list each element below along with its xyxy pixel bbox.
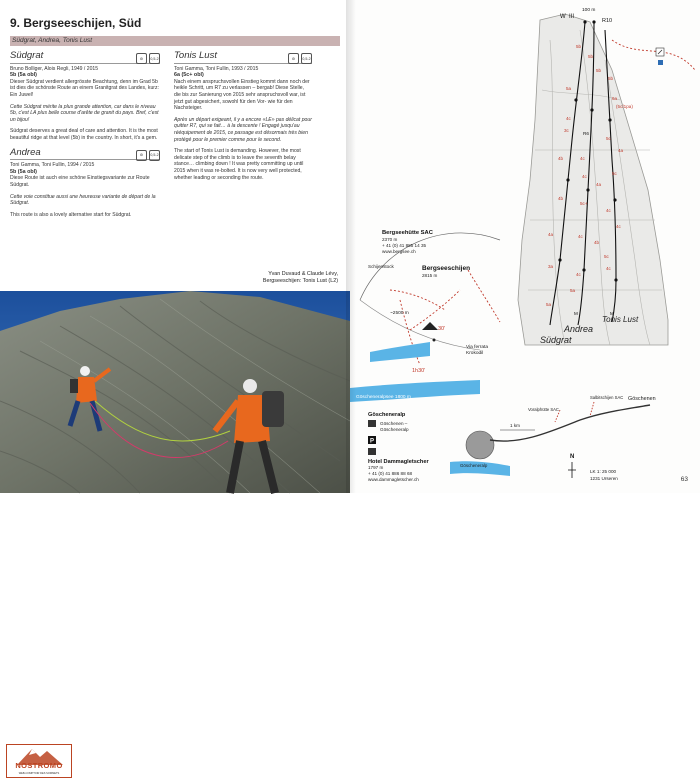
pitch-label: 3c <box>564 128 569 133</box>
column-left <box>10 50 160 223</box>
pitch-label: 5b <box>588 54 594 59</box>
alp-title: Göscheneralp <box>368 412 406 418</box>
pitch-label: 5b <box>596 68 602 73</box>
hut-phone: + 41 (0) 41 885 14 35 <box>382 243 427 248</box>
route-authors: Toni Gamma, Toni Fullin, 1993 / 2015 <box>174 65 259 72</box>
pitch-label: 6a <box>612 96 618 101</box>
route-header-andrea <box>10 146 160 161</box>
route-grade: 5b (5a obl) <box>10 72 37 79</box>
page-number: 63 <box>680 476 688 483</box>
route-name: Tonis Lust <box>174 50 217 61</box>
rack-icon: ⚙ <box>136 53 147 64</box>
pitch-label: 5a <box>570 288 576 293</box>
route-name: Südgrat <box>10 50 44 61</box>
pitch-label: 4b <box>558 196 564 201</box>
desc-de: Dieser Südgrat verdient allergrösste Beachtung, denn im Grad 5b ist dies die schönste Route an einem Granitgrat des Landes, kurz: Ein Juwel! <box>10 78 159 98</box>
bus-line-2: Göscheneralp <box>380 427 409 432</box>
pitch-label: 3a <box>548 264 554 269</box>
pitch-label: 5b <box>576 44 582 49</box>
parking-letter: P <box>370 438 375 445</box>
pitch-label: 4c <box>578 234 583 239</box>
pitch-label: 4c <box>582 174 587 179</box>
peak-name: Bergseeschijen <box>422 265 471 272</box>
cam-size-badge: 0,5-2 <box>301 53 312 64</box>
scale-1km: 1 km <box>510 423 520 428</box>
hut-altitude: 2370 m <box>382 237 398 242</box>
hut-web: www.bergsee.ch <box>382 249 416 254</box>
map-scale: LK 1: 25 000 <box>590 469 617 474</box>
badge-group <box>136 53 160 64</box>
salbitschijen-hut-label: Salbitschijen SAC <box>590 395 624 400</box>
pitch-label: 5c+ <box>580 201 588 206</box>
route-label-sudgrat: Südgrat <box>540 335 572 345</box>
hut-name: Bergseehütte SAC <box>382 230 433 236</box>
pitch-label: 4c <box>616 224 621 229</box>
pitch-label: 4a <box>548 232 554 237</box>
pitch-label: 5c <box>606 136 611 141</box>
label-r10: R10 <box>602 18 613 24</box>
bus-icon <box>368 420 376 427</box>
time-1h30: 1h30' <box>412 368 426 374</box>
credit-line: Bergseeschijen: Tonis Lust (L2) <box>262 278 338 284</box>
cam-size-badge: 0,5-2 <box>149 150 160 161</box>
time-30: 30' <box>438 326 446 332</box>
pitch-label: 4b <box>594 240 600 245</box>
pitch-label: 4c <box>606 208 611 213</box>
route-grade: 5b (5a obl) <box>10 168 37 175</box>
label-w: W <box>560 14 566 20</box>
logo-wordmark: NOSTROMO <box>15 761 63 770</box>
badge-group <box>136 150 160 161</box>
label-iii: III <box>569 14 575 20</box>
goschenen-label: Göschenen <box>628 396 656 402</box>
hotel-name: Hotel Dammagletscher <box>368 459 429 465</box>
pitch-label: 4a <box>618 148 624 153</box>
route-header-tonis <box>174 50 312 64</box>
pitch-label: 4b <box>558 156 564 161</box>
compass-icon <box>568 462 576 478</box>
topo-and-map <box>350 0 700 493</box>
schijenstock-label: Schijenstock <box>368 264 394 269</box>
route-authors: Bruno Bolliger, Alois Regli, 1949 / 2015 <box>10 65 99 72</box>
badge-group <box>288 53 312 64</box>
pitch-label: 5a <box>566 86 572 91</box>
desc-en: This route is also a lovely alternative start for Südgrat. <box>10 211 132 218</box>
pitch-label: 5b <box>608 76 614 81</box>
cam-size-badge: 0,5-2 <box>149 53 160 64</box>
desc-de: Nach einem anspruchsvollen Einstieg kommt dann noch der heikle Schritt, um R7 zu verlassen – bergab! Diese Stelle, die bis zur Sanierung von 2015 sehr anspruchsvoll war, ist jetzt gut abgesichert, sowohl für den Vor- wie für den Nachsteiger. <box>174 78 310 112</box>
pitch-label: 5c <box>604 254 609 259</box>
label-100m: 100 m <box>582 8 596 13</box>
route-label-andrea: Andrea <box>564 324 594 334</box>
desc-en: Südgrat deserves a great deal of care and attention. It is the most beautiful ridge at that level (5b) in the country. In short, it's a gem. <box>10 128 158 141</box>
right-page <box>350 0 700 493</box>
descent-icon <box>656 48 664 65</box>
north-arrow-icon: N <box>570 454 575 460</box>
krokodil-label: Krokodil <box>466 351 484 356</box>
nostromo-logo <box>6 744 72 778</box>
desc-fr: Après un départ exigeant, il y a encore «LE» pas délicat pour quitter R7, qui se fait… à la descente ! Engagé jusqu'au rééquipement de 2015, ce passage est désormais très bien protégé pour le premier comme pour le second. <box>174 116 312 143</box>
pitch-label: R6 <box>583 131 589 136</box>
credit-line: Yvan Duvaud & Claude Lévy, <box>268 271 338 277</box>
hotel-web: www.dammagletscher.ch <box>368 477 419 482</box>
rack-icon: ⚙ <box>136 150 147 161</box>
climbing-photo <box>0 291 350 775</box>
via-ferrata-label: Via ferrata <box>466 345 489 350</box>
desc-fr: Cette voie constitue aussi une heureuse variante de départ de la Südgrat. <box>10 193 156 207</box>
voralp-hut-label: Voralphütte SAC <box>528 407 559 412</box>
route-grade: 6a (5c+ obl) <box>174 72 204 79</box>
pitch-label: 5c <box>612 171 617 176</box>
approx-altitude: ~2500 m <box>390 311 409 316</box>
pitch-label: 4c <box>576 272 581 277</box>
pitch-label: (5c/1pa) <box>616 104 633 109</box>
book-gutter <box>346 0 356 493</box>
desc-fr: Cette Südgrat mérite la plus grande attention, car dans le niveau 5b, c'est LA plus belle course d'arête de granit du pays. Bref, c'est un bijou! <box>10 103 159 123</box>
photo-illustration <box>0 291 350 493</box>
route-authors: Toni Gamma, Toni Fullin, 1994 / 2015 <box>10 162 95 169</box>
route-name: Andrea <box>10 146 41 158</box>
peak-altitude: 2815 m <box>422 273 438 278</box>
pitch-label: 4c <box>566 116 571 121</box>
chapter-title: 9. Bergseeschijen, Süd <box>10 16 142 30</box>
small-alp-label: Göscheneralp <box>460 463 488 468</box>
photo-credit <box>263 271 338 285</box>
hotel-phone: + 41 (0) 41 886 88 68 <box>368 471 413 476</box>
map-sheet: 1231 Urseren <box>590 476 618 481</box>
pitch-label: 4a <box>596 182 602 187</box>
desc-de: Diese Route ist auch eine schöne Einstiegsvariante zur Route Südgrat. <box>10 175 150 188</box>
rack-icon: ⚙ <box>288 53 299 64</box>
pitch-label: M <box>610 311 614 316</box>
info-block <box>368 412 429 482</box>
approach-map <box>350 233 500 402</box>
column-right <box>174 50 312 186</box>
pitch-label: M <box>574 311 578 316</box>
logo-tagline: WEB-COMPTOIR DES SOMMETS <box>18 772 60 775</box>
pitch-label: 4c <box>606 266 611 271</box>
route-label-tonis: Tonis Lust <box>602 315 639 324</box>
pitch-label: 4c <box>580 156 585 161</box>
pitch-label: 5a <box>546 302 552 307</box>
chapter-subtitle: Südgrat, Andrea, Tonis Lust <box>12 37 93 44</box>
lake-label: Göscheneralpsee 1800 m <box>356 395 411 400</box>
left-page <box>0 0 350 775</box>
hotel-icon <box>368 448 376 455</box>
route-header-sudgrat <box>10 50 160 64</box>
hotel-altitude: 1797 m <box>368 465 384 470</box>
bus-line-1: Göschenen – <box>380 421 408 426</box>
desc-en: The start of Tonis Lust is demanding. However, the most delicate step of the climb is to leave the seventh belay stance… climbing down ! It was pretty committing up until 2015 when it was re-bolted. It is now very well protected, whether leading or seconding the route. <box>174 148 304 181</box>
